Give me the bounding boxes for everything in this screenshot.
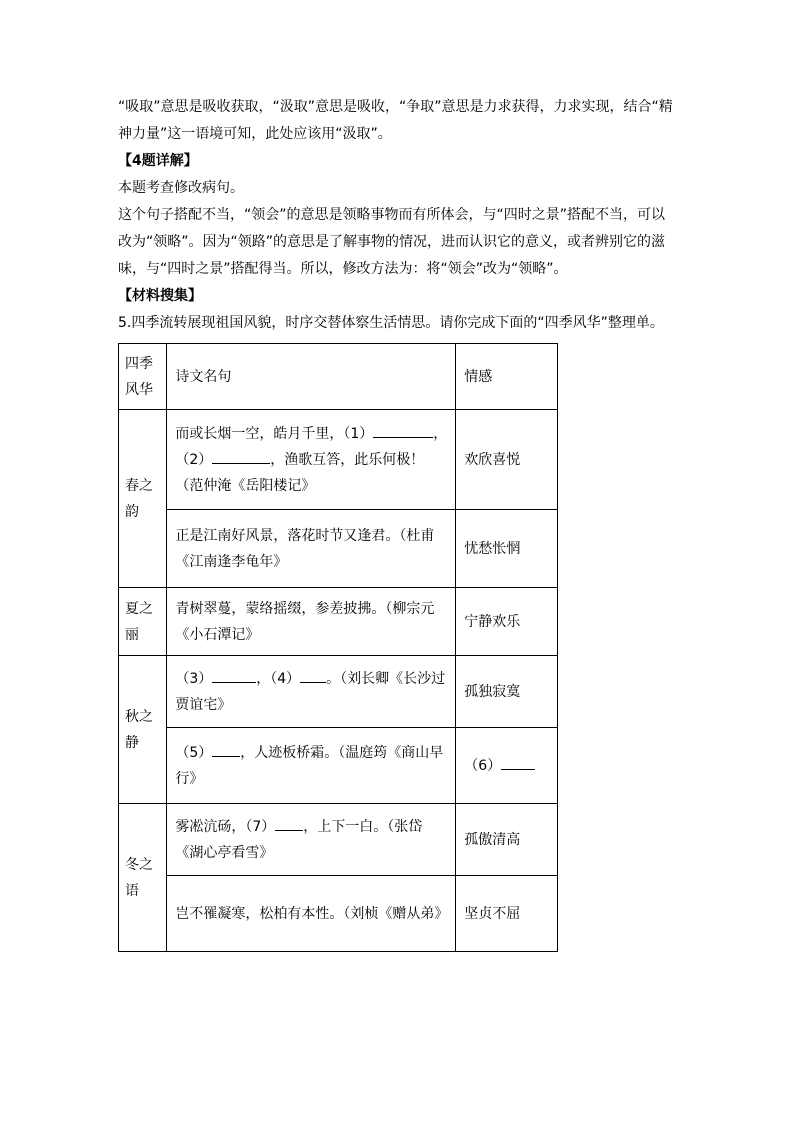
emotion-cell: （6） (456, 728, 558, 804)
section-heading-q4: 【4题详解】 (118, 153, 198, 169)
table-row (119, 656, 558, 728)
answer-blank-4[interactable] (300, 668, 326, 683)
emotion-cell: 坚贞不屈 (456, 876, 558, 952)
answer-blank-1[interactable] (373, 423, 433, 438)
quote-cell: 雾凇沆砀，（7） ，上下一白。（张岱《湖心亭看雪》 (167, 804, 456, 876)
paragraph-explanation-3: “吸取”意思是吸收获取，“汲取”意思是吸收，“争取”意思是力求获得，力求实现，结合“精神力量”这一语境可知，此处应该用“汲取”。 (118, 99, 673, 142)
emotion-cell: 孤独寂寞 (456, 656, 558, 728)
quote-cell: （3） ，（4） 。（刘长卿《长沙过贾谊宅》 (167, 656, 456, 728)
table-row (119, 588, 558, 656)
emotion-cell: 欢欣喜悦 (456, 410, 558, 510)
header-season: 四季风华 (119, 344, 167, 410)
quote-cell: （5） ，人迹板桥霜。（温庭筠《商山早行》 (167, 728, 456, 804)
table-row (119, 876, 558, 952)
emotion-cell: 孤傲清高 (456, 804, 558, 876)
section-heading-material: 【材料搜集】 (118, 288, 202, 304)
answer-blank-2[interactable] (212, 449, 270, 464)
header-quote: 诗文名句 (167, 344, 456, 410)
table-row (119, 410, 558, 510)
table-row (119, 804, 558, 876)
answer-blank-5[interactable] (212, 742, 240, 757)
season-spring: 春之韵 (119, 410, 167, 588)
answer-blank-3[interactable] (212, 668, 256, 683)
quote-cell: 岂不罹凝寒，松柏有本性。（刘桢《赠从弟》 (167, 876, 456, 952)
season-summer: 夏之丽 (119, 588, 167, 656)
document-page (118, 94, 678, 952)
emotion-cell: 宁静欢乐 (456, 588, 558, 656)
table-header-row (119, 344, 558, 410)
season-autumn: 秋之静 (119, 656, 167, 804)
answer-blank-6[interactable] (501, 755, 535, 770)
paragraph-q4-detail: 这个句子搭配不当，“领会”的意思是领略事物而有所体会，与“四时之景”搭配不当，可以改为“领略”。因为“领路”的意思是了解事物的情况，进而认识它的意义，或者辨别它的滋味，与“四时之景”搭配得当。所以，修改方法为：将“领会”改为“领略”。 (118, 207, 666, 277)
paragraph-q4-intro: 本题考查修改病句。 (118, 180, 244, 196)
table-row (119, 728, 558, 804)
quote-cell: 而或长烟一空，皓月千里，（1） ，（2） ，渔歌互答，此乐何极！（范仲淹《岳阳楼记》 (167, 410, 456, 510)
header-emotion: 情感 (456, 344, 558, 410)
quote-cell: 青树翠蔓，蒙络摇缀，参差披拂。（柳宗元《小石潭记》 (167, 588, 456, 656)
table-row (119, 510, 558, 588)
question-5-prompt: 5.四季流转展现祖国风貌，时序交替体察生活情思。请你完成下面的“四季风华”整理单。 (118, 315, 664, 331)
emotion-cell: 忧愁怅惘 (456, 510, 558, 588)
season-winter: 冬之语 (119, 804, 167, 952)
quote-cell: 正是江南好风景，落花时节又逢君。（杜甫《江南逢李龟年》 (167, 510, 456, 588)
seasons-table (118, 343, 558, 952)
answer-blank-7[interactable] (275, 816, 303, 831)
